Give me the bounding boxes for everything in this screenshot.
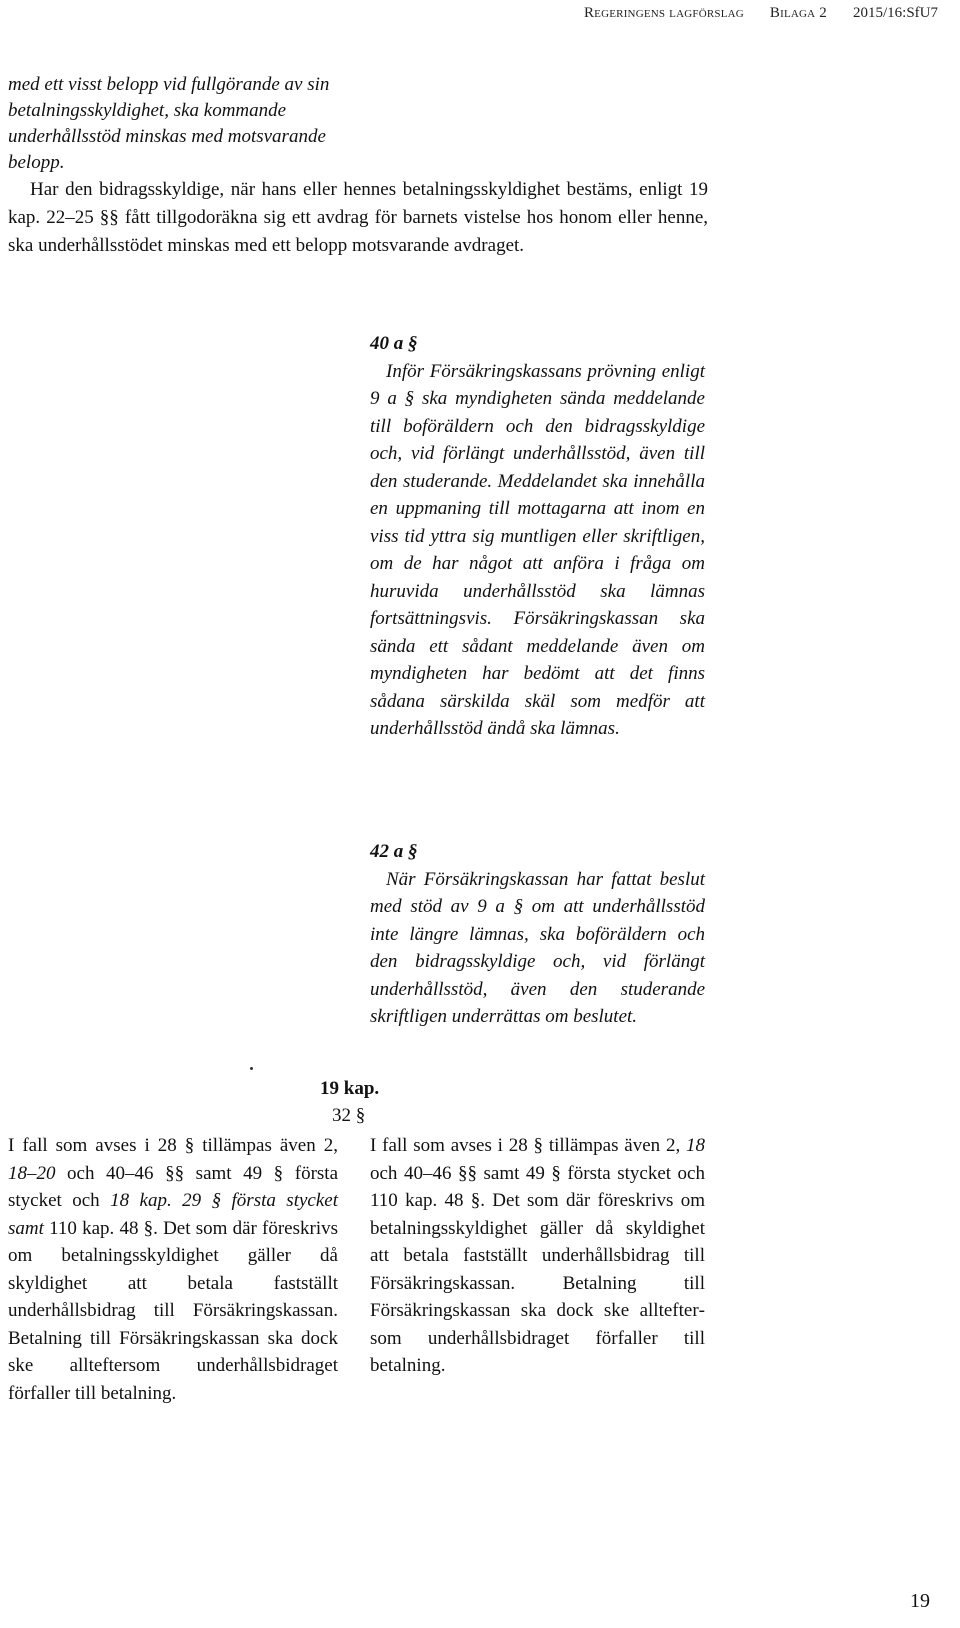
chapter-heading: 19 kap.	[320, 1078, 380, 1099]
left-col-part5: 110 kap. 48 §. Det som där föreskrivs om betalningsskyldighet gäller då skyldighet att betala fastställt underhållsbidrag till Försäkringskassan. Betalning till Försäkringskassan ska dock ske allteftersom underhållsbidraget förfaller till betalning.	[8, 1217, 338, 1404]
stray-dot	[250, 1067, 253, 1070]
left-col-part4: 18 kap. 29 § första stycket samt	[8, 1190, 338, 1239]
section-heading: 32 §	[332, 1105, 366, 1126]
left-col-part3: och 40–46 §§ samt 49 § första stycket och	[8, 1162, 338, 1211]
top-paragraph: Har den bidragsskyldige, när hans eller hennes betalningsskyldighet bestäms, enligt 19 kap. 22–25 §§ fått tillgodoräkna sig ett avdrag för barnets vistelse hos honom eller henne, ska underhållsstödet minskas med ett belopp motsvarande avdraget.	[8, 179, 708, 256]
right-col-part1: I fall som avses i 28 § tillämpas även 2,	[370, 1135, 686, 1156]
section-42a-text: När Försäkringskassan har fattat beslut med stöd av 9 a § om att underhållsstöd inte längre lämnas, ska boföräldern och den bidragsskyldige och, vid förlängt underhållsstöd, även den studerande skriftligen underrättas om beslutet.	[370, 868, 705, 1027]
header-ref: 2015/16:SfU7	[852, 4, 938, 21]
section-40a	[370, 330, 705, 743]
section-40a-heading: 40 a §	[370, 333, 418, 354]
section-42a	[370, 838, 705, 1031]
left-column-current-law	[8, 1132, 338, 1407]
left-col-part1: I fall som avses i 28 § tillämpas även 2,	[8, 1135, 338, 1156]
header-doc-type: Regeringens lagförslag	[583, 4, 744, 21]
section-42a-heading: 42 a §	[370, 841, 418, 862]
top-italic-text: med ett visst belopp vid fullgörande av sin betalningsskyldighet, ska kommande underhållsstöd minskas med motsvarande belopp.	[8, 74, 330, 173]
header-appendix: Bilaga 2	[769, 4, 827, 21]
right-col-part2: 18	[686, 1135, 705, 1156]
running-header	[584, 0, 938, 26]
left-col-part2: 18–20	[8, 1162, 56, 1184]
page-number: 19	[910, 1590, 930, 1612]
right-col-part3: och 40–46 §§ samt 49 § första stycket och 110 kap. 48 §. Det som där föreskrivs om betalningsskyldighet gäller då skyldighet att betala fastställt underhållsbidrag till Försäkringskassan. Betalning till Försäkringskassan ska dock ske allteftersom underhållsbidraget förfaller till betalning.	[370, 1162, 705, 1376]
right-column-proposal	[370, 1132, 705, 1380]
section-40a-text: Inför Försäkringskassans prövning enligt 9 a § ska myndigheten sända meddelande till boföräldern och den bidragsskyldige och, vid förlängt underhållsstöd, även till den studerande. Meddelandet ska innehålla en uppmaning till mottagarna att inom en viss tid yttra sig muntligen eller skriftligen, om de har något att anföra i fråga om huruvida underhållsstöd ska lämnas fortsättningsvis. Försäkringskassan ska sända ett sådant meddelande även om myndigheten har bedömt att det finns sådana särskilda skäl som medför att underhållsstöd ändå ska lämnas.	[370, 360, 705, 739]
